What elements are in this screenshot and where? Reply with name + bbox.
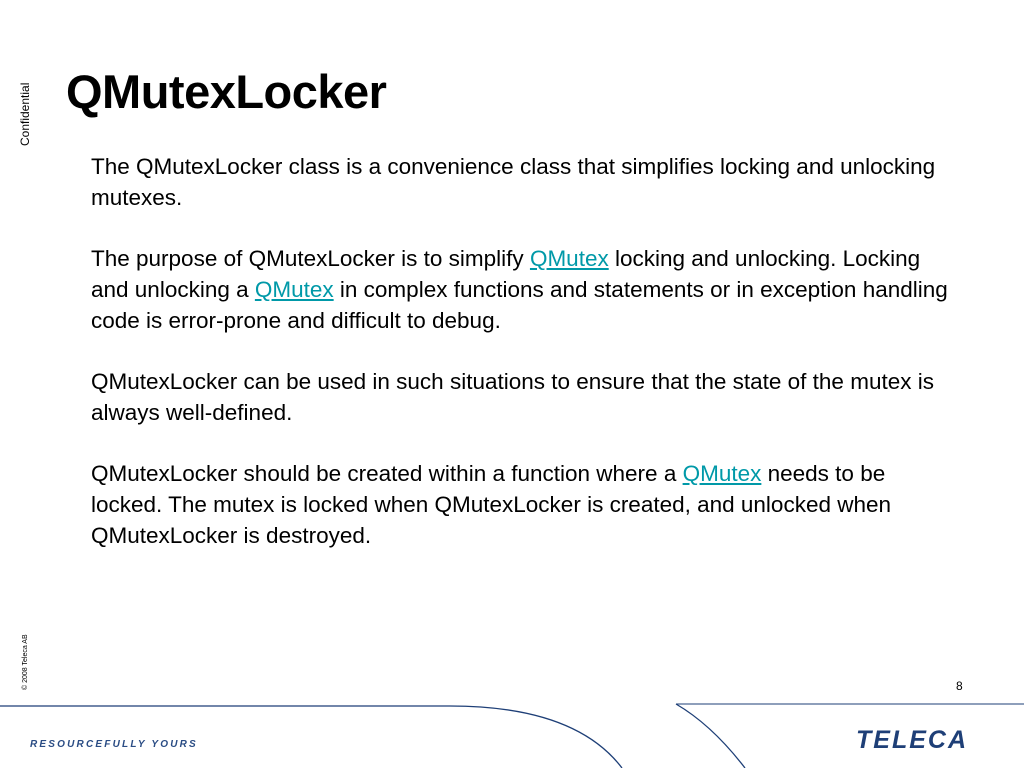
paragraph-4-text-a: QMutexLocker should be created within a function where a: [91, 461, 683, 486]
page-number: 8: [956, 679, 963, 693]
confidential-label: Confidential: [18, 82, 32, 146]
copyright-label: © 2008 Teleca AB: [22, 634, 29, 690]
paragraph-3: QMutexLocker can be used in such situations to ensure that the state of the mutex is always well-defined.: [91, 369, 934, 425]
qmutex-link-2[interactable]: QMutex: [254, 277, 334, 302]
footer-curve-left: [0, 706, 622, 768]
paragraph-2-text-b: locking and unlocking. Locking and unlocking a: [91, 246, 921, 302]
qmutex-link-1[interactable]: QMutex: [529, 246, 609, 271]
qmutex-link-3[interactable]: QMutex: [682, 461, 762, 486]
footer-curve-right: [676, 704, 745, 768]
teleca-logo: TELECA: [856, 726, 968, 754]
footer-tagline: RESOURCEFULLY YOURS: [30, 739, 198, 750]
paragraph-2-text-a: The purpose of QMutexLocker is to simplify: [91, 246, 530, 271]
paragraph-4-text-b: needs to be locked. The mutex is locked when QMutexLocker is created, and unlocked when QMutexLocker is destroyed.: [91, 461, 892, 548]
slide-title: QMutexLocker: [66, 65, 387, 118]
paragraph-2-text-c: in complex functions and statements or in exception handling code is error-prone and difficult to debug.: [91, 277, 948, 333]
paragraph-1: The QMutexLocker class is a convenience class that simplifies locking and unlocking mutexes.: [91, 154, 936, 210]
